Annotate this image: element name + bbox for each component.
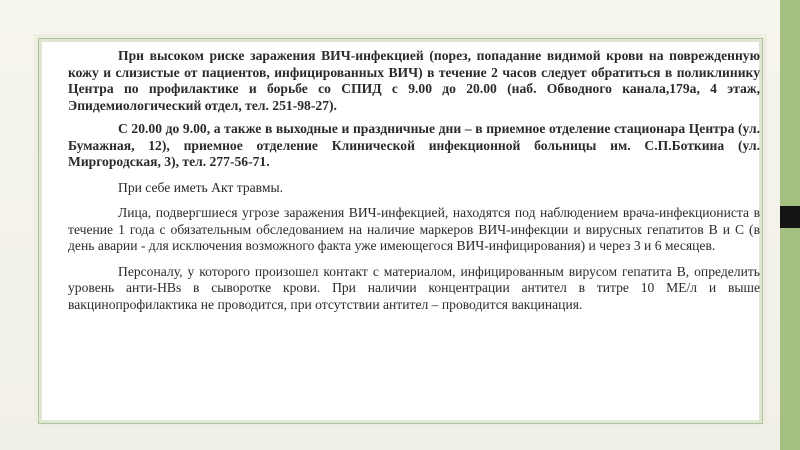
paragraph-hepatitis-b: Персоналу, у которого произошел контакт с материалом, инфицированным вирусом гепатита В, определить уровень анти-HBs в сыворотке крови. При наличии концентрации антител в титре 10 МЕ/л и выше вакцинопрофилактика не проводится, при отсутствии антител – проводится вакцинация.	[68, 263, 760, 312]
paragraph-observation: Лица, подвергшиеся угрозе заражения ВИЧ-инфекцией, находятся под наблюдением врача-инфекциониста в течение 1 года с обязательным обследованием на наличие маркеров ВИЧ-инфекции и вирусных гепатитов В и С (в день аварии - для исключения возможного факта уже имеющегося ВИЧ-инфицирования) и через 3 и 6 месяцев.	[68, 205, 760, 253]
paragraph-hiv-risk: При высоком риске заражения ВИЧ-инфекцией (порез, попадание видимой крови на поврежденную кожу и слизистые от пациентов, инфицированных ВИЧ) в течение 2 часов следует обратиться в поликлинику Центра по профилактике и борьбе со СПИД с 9.00 до 20.00 (наб. Обводного канала,179а, 4 этаж, Эпидемиологический отдел, тел. 251-98-27).	[68, 48, 760, 113]
paragraph-after-hours: С 20.00 до 9.00, а также в выходные и праздничные дни – в приемное отделение стационара Центра (ул. Бумажная, 12), приемное отделение Клинической инфекционной больницы им. С.П.Боткина (ул. Миргородская, 3), тел. 277-56-71.	[68, 121, 760, 169]
paragraph-injury-act: При себе иметь Акт травмы.	[118, 179, 283, 195]
right-marker	[780, 206, 800, 228]
text-block	[68, 48, 760, 320]
